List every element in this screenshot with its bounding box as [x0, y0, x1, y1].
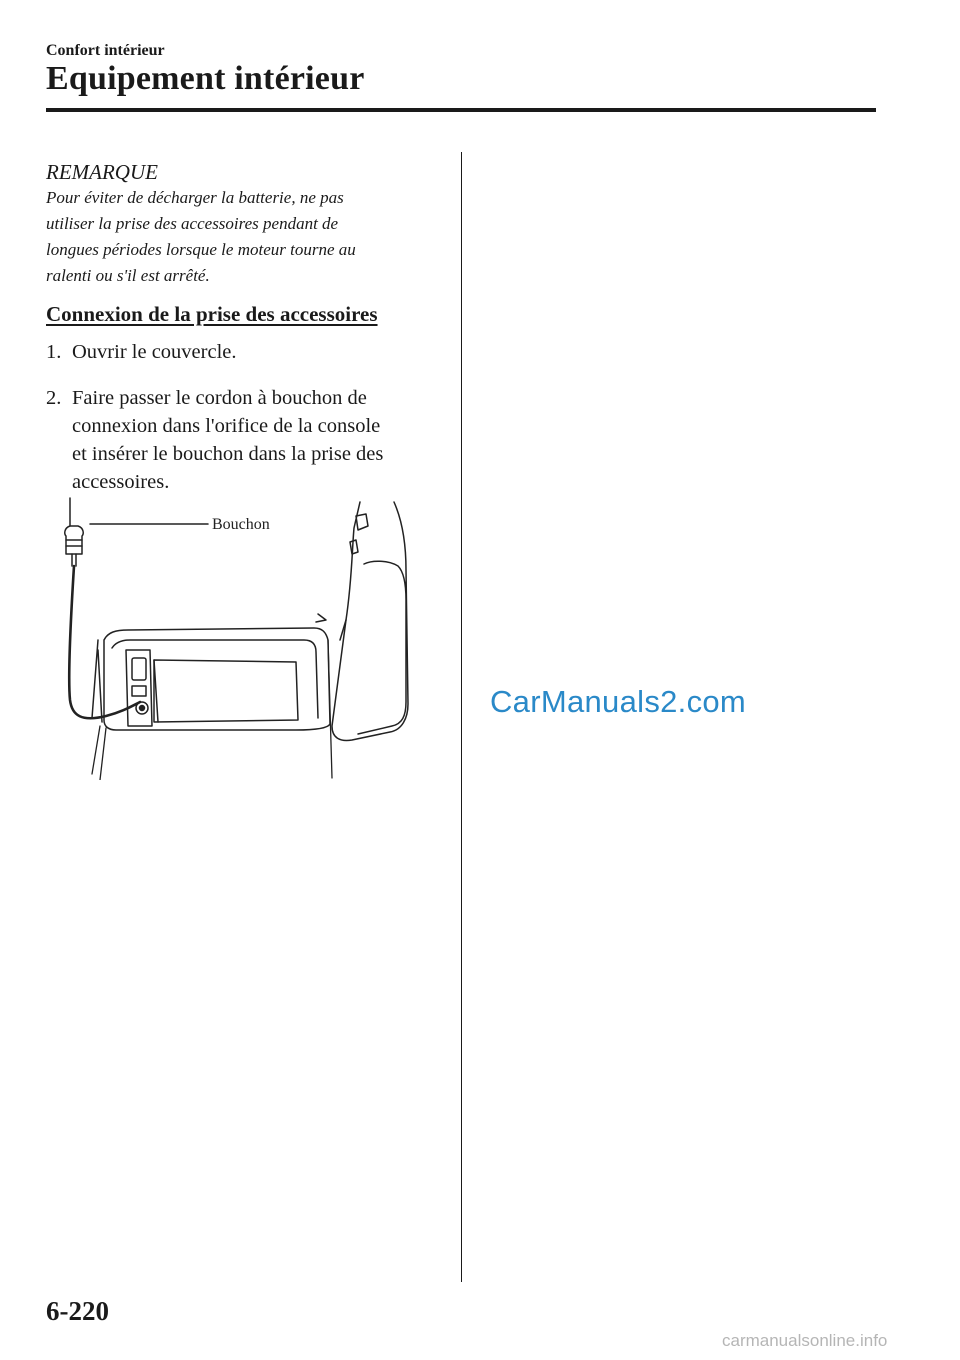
note-line: utiliser la prise des accessoires pendant de [46, 214, 339, 233]
step-line: accessoires. [72, 471, 170, 493]
note-line: longues périodes lorsque le moteur tourne au [46, 240, 356, 259]
column-divider [461, 152, 462, 1282]
step-line: Faire passer le cordon à bouchon de [72, 387, 367, 409]
page-title: Equipement intérieur [46, 60, 365, 97]
console-lid [332, 502, 408, 740]
socket-housing [126, 650, 152, 726]
note-body [46, 185, 446, 289]
step-number: 2. [46, 387, 62, 409]
footer-site-mark: carmanualsonline.info [722, 1331, 888, 1350]
step-text [72, 338, 452, 366]
plug-icon [65, 498, 83, 566]
step-line: Ouvrir le couvercle. [72, 341, 237, 363]
step-line: connexion dans l'orifice de la console [72, 415, 381, 437]
section-label: Confort intérieur [46, 42, 165, 59]
title-rule [46, 108, 876, 112]
watermark-text: CarManuals2.com [490, 684, 747, 719]
section-heading: Connexion de la prise des accessoires [46, 302, 378, 326]
note-title: REMARQUE [46, 160, 158, 184]
callout-label: Bouchon [212, 516, 270, 533]
step-number: 1. [46, 341, 62, 363]
console-illustration [46, 490, 456, 780]
step-text [72, 384, 452, 496]
page-number: 6-220 [46, 1296, 109, 1326]
note-line: ralenti ou s'il est arrêté. [46, 266, 210, 285]
note-line: Pour éviter de décharger la batterie, ne pas [46, 188, 344, 207]
step-line: et insérer le bouchon dans la prise des [72, 443, 384, 465]
